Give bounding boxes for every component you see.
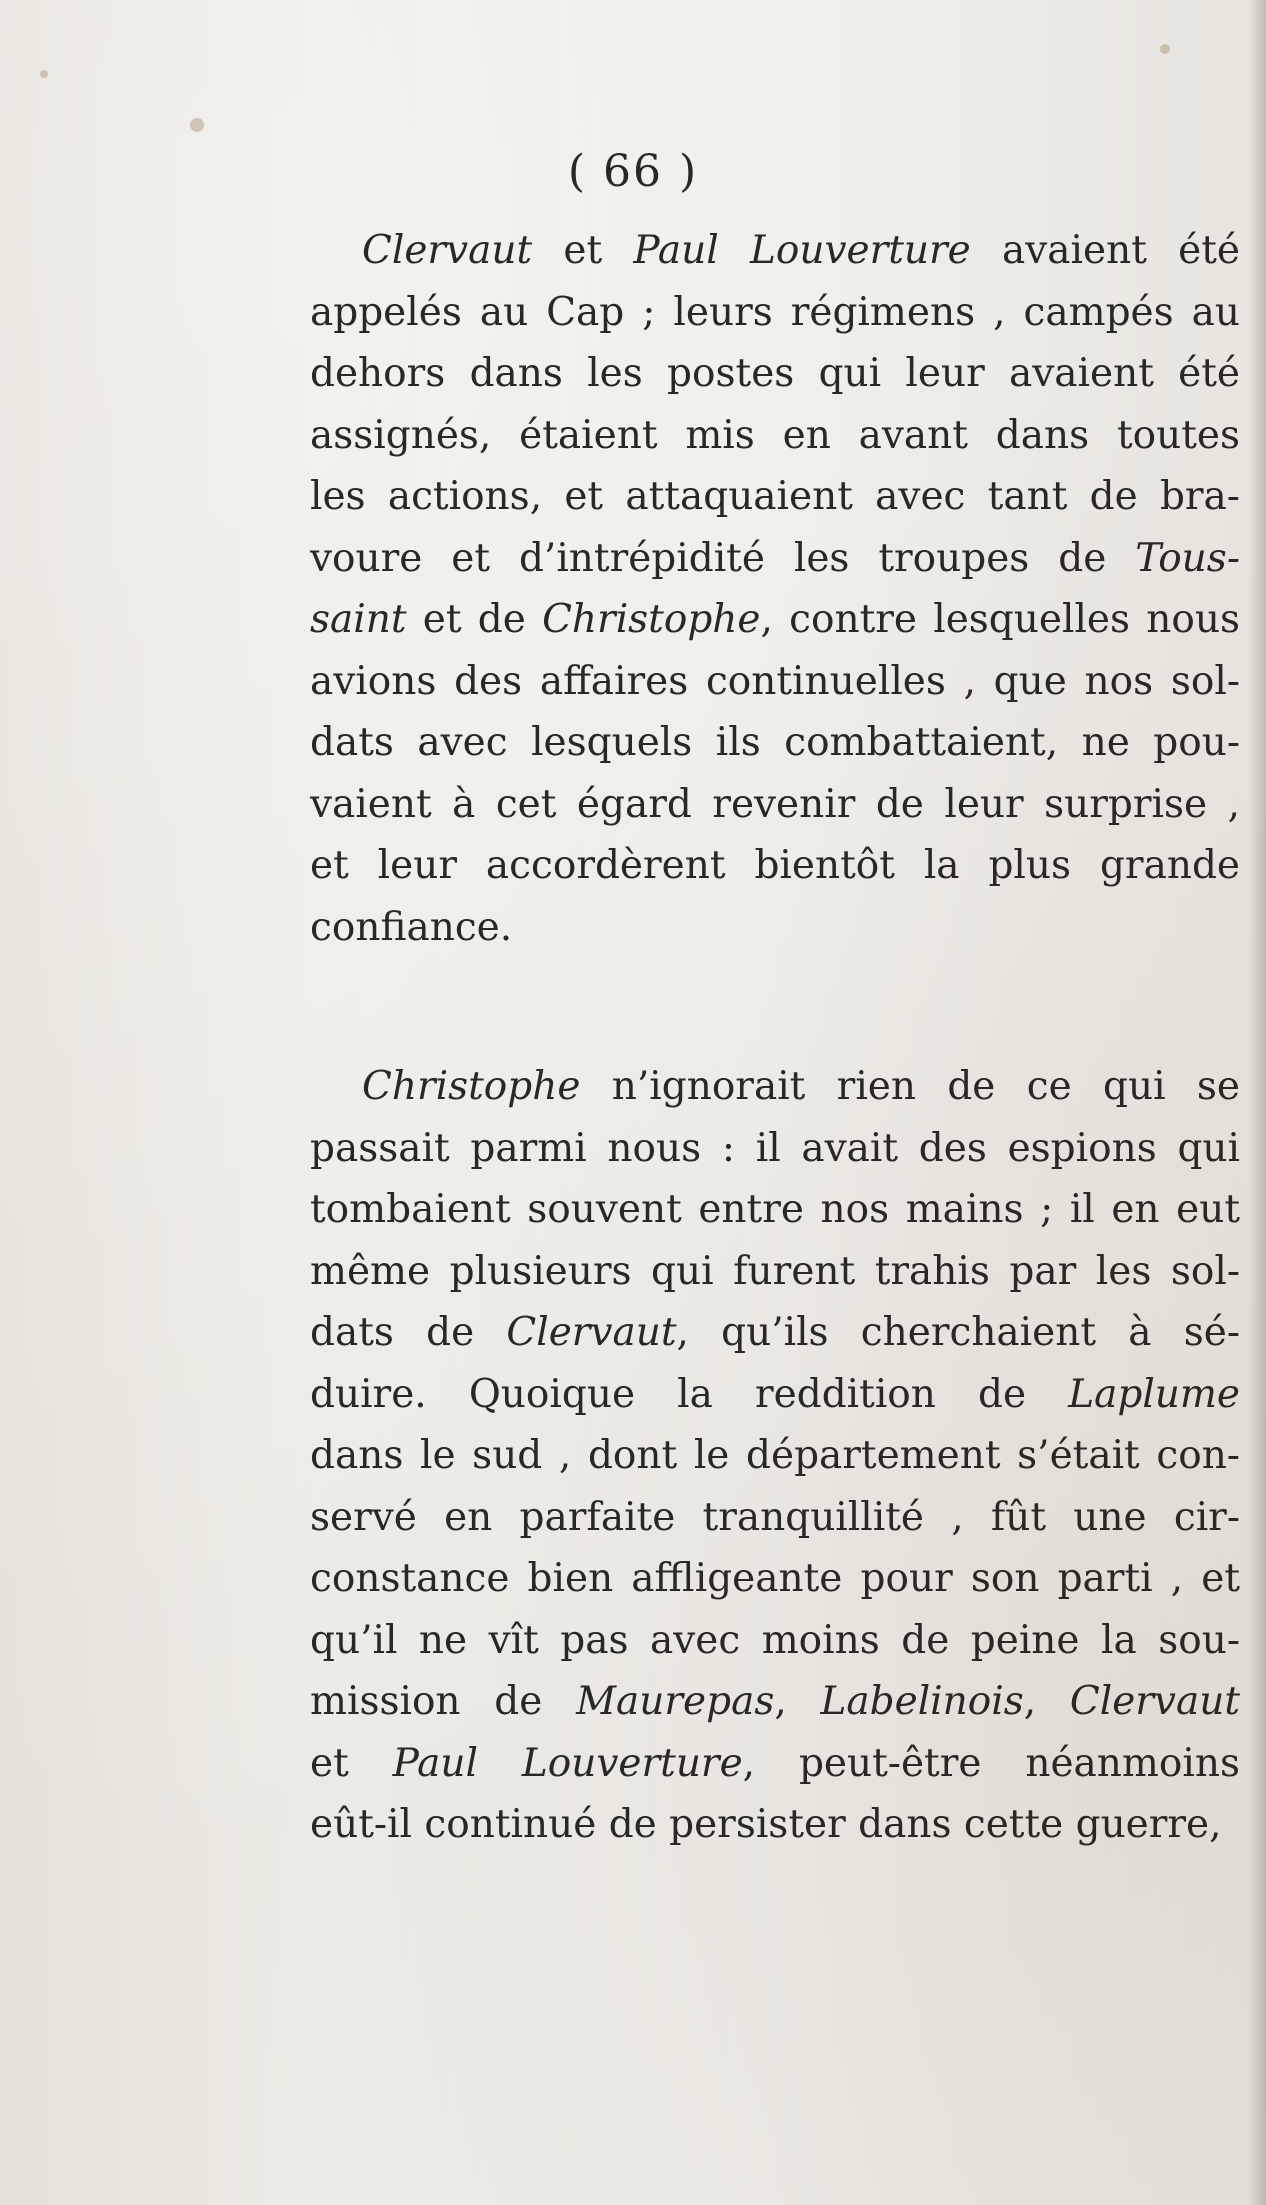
text-line <box>310 343 1240 405</box>
text-line <box>310 466 1240 528</box>
paragraph <box>310 1056 1240 1856</box>
text-segment: duire. Quoique la reddition de <box>310 1371 1069 1417</box>
text-line <box>310 220 1240 282</box>
text-line <box>310 897 1240 959</box>
text-segment: et leur accordèrent bientôt la plus grande <box>310 843 1240 888</box>
italic-name: Christophe <box>542 597 761 642</box>
page-number: ( 66 ) <box>567 146 699 197</box>
text-segment: dans le sud , dont le département s’était con- <box>310 1433 1240 1478</box>
text-segment: avaient été <box>970 228 1240 273</box>
body-text <box>310 220 1240 1856</box>
text-segment: , <box>1023 1679 1070 1724</box>
text-line <box>310 1487 1240 1549</box>
text-line <box>310 774 1240 836</box>
text-segment: dehors dans les postes qui leur avaient été <box>310 351 1240 396</box>
text-segment: tombaient souvent entre nos mains ; il en eut <box>310 1187 1240 1232</box>
paper-speck <box>40 70 48 78</box>
text-line <box>310 1056 1240 1118</box>
text-segment: les actions, et attaquaient avec tant de bra- <box>310 474 1240 519</box>
text-segment: passait parmi nous : il avait des espions qui <box>310 1125 1240 1171</box>
text-segment: et de <box>406 597 543 642</box>
text-segment: vaient à cet égard revenir de leur surprise , <box>310 781 1240 827</box>
italic-name: Clervaut <box>506 1310 677 1355</box>
text-segment: , peut-être néanmoins <box>742 1740 1240 1786</box>
text-segment: et <box>532 228 634 273</box>
text-segment: n’ignorait rien de ce qui se <box>580 1064 1240 1109</box>
text-segment: qu’il ne vît pas avec moins de peine la sou- <box>310 1617 1240 1663</box>
text-segment: , qu’ils cherchaient à sé- <box>676 1310 1240 1355</box>
text-line <box>310 1118 1240 1180</box>
italic-name: Paul Louverture <box>633 228 971 273</box>
text-line <box>310 835 1240 897</box>
text-line <box>310 1671 1240 1733</box>
italic-name: Christophe <box>362 1064 581 1109</box>
text-line <box>310 1548 1240 1610</box>
text-segment: servé en parfaite tranquillité , fût une cir- <box>310 1494 1240 1540</box>
paragraph-gap <box>310 958 1240 1056</box>
text-segment: , contre lesquelles nous <box>760 597 1240 642</box>
text-segment: voure et d’intrépidité les troupes de <box>310 535 1136 581</box>
italic-name: Labelinois <box>820 1679 1024 1724</box>
text-line <box>310 1179 1240 1241</box>
page-edge-shadow <box>1248 0 1266 2205</box>
text-segment: constance bien affligeante pour son parti , et <box>310 1556 1240 1601</box>
italic-name: Maurepas <box>576 1679 775 1724</box>
italic-name: Clervaut <box>1069 1679 1240 1724</box>
text-line <box>310 1733 1240 1795</box>
paper-speck <box>1160 44 1170 54</box>
text-segment: appelés au Cap ; leurs régimens , campés au <box>310 289 1240 335</box>
text-segment: eût-il continué de persister dans cette guerre, <box>310 1802 1222 1847</box>
italic-name: Tous- <box>1135 535 1240 581</box>
text-line <box>310 1794 1240 1856</box>
text-segment: confiance. <box>310 904 513 950</box>
paragraph <box>310 220 1240 958</box>
text-line <box>310 1610 1240 1672</box>
italic-name: Paul Louverture <box>392 1740 743 1786</box>
text-segment: dats avec lesquels ils combattaient, ne pou- <box>310 720 1240 765</box>
text-segment: dats de <box>310 1310 507 1355</box>
italic-name: saint <box>310 597 407 642</box>
text-line <box>310 528 1240 590</box>
text-segment: même plusieurs qui furent trahis par les sol- <box>310 1248 1240 1294</box>
text-segment: assignés, étaient mis en avant dans toutes <box>310 412 1240 458</box>
text-segment: , <box>774 1679 821 1724</box>
text-segment: avions des affaires continuelles , que nos sol- <box>310 658 1240 704</box>
text-segment: et <box>310 1740 393 1786</box>
text-line <box>310 1364 1240 1426</box>
text-line <box>310 712 1240 774</box>
text-line <box>310 282 1240 344</box>
text-line <box>310 1241 1240 1303</box>
text-line <box>310 405 1240 467</box>
text-line <box>310 1302 1240 1364</box>
text-line <box>310 589 1240 651</box>
italic-name: Laplume <box>1068 1371 1240 1417</box>
text-segment: mission de <box>310 1679 577 1724</box>
paper-speck <box>190 118 204 132</box>
text-line <box>310 1425 1240 1487</box>
italic-name: Clervaut <box>362 228 533 273</box>
text-line <box>310 651 1240 713</box>
